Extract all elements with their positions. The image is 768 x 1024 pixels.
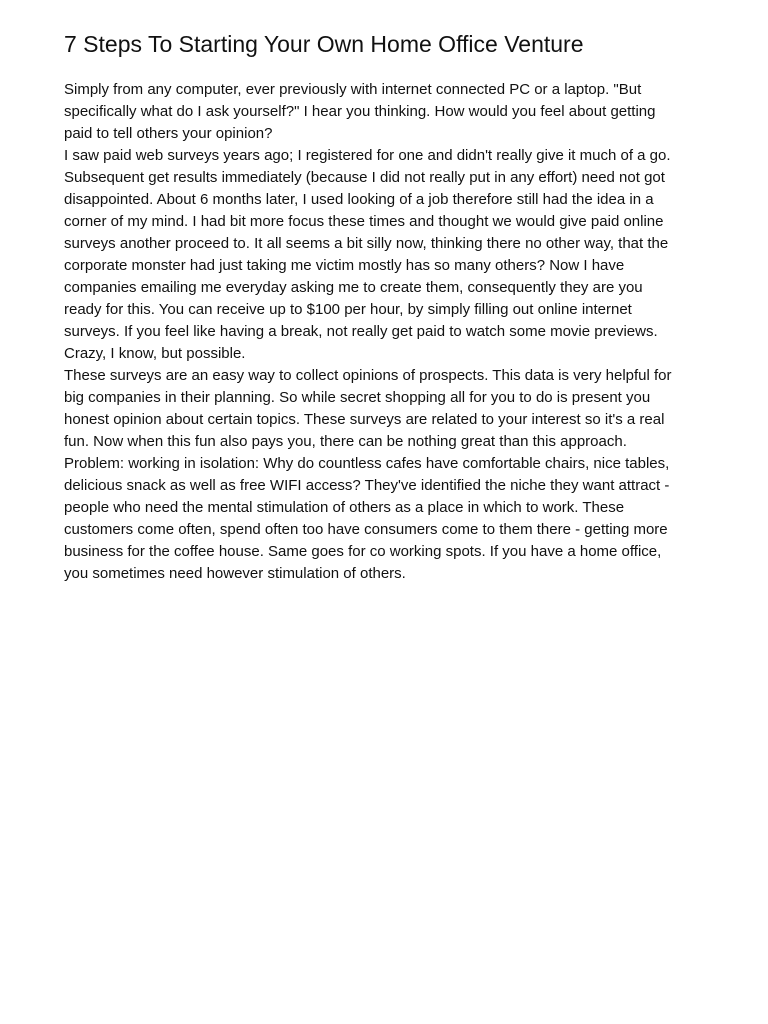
- text-line: These surveys are an easy way to collect opinions of prospects. This data is very helpful for: [64, 367, 672, 384]
- text-line: people who need the mental stimulation of others as a place in which to work. These: [64, 499, 625, 516]
- text-line: fun. Now when this fun also pays you, there can be nothing great than this approach.: [64, 433, 627, 450]
- text-line: surveys. If you feel like having a break, not really get paid to watch some movie previews.: [64, 323, 658, 340]
- document-body: [64, 79, 704, 585]
- text-line: delicious snack as well as free WIFI access? They've identified the niche they want attract -: [64, 477, 670, 494]
- text-line: business for the coffee house. Same goes for co working spots. If you have a home office,: [64, 543, 662, 560]
- text-line: Subsequent get results immediately (because I did not really put in any effort) need not got: [64, 169, 665, 186]
- text-line: corner of my mind. I had bit more focus these times and thought we would give paid online: [64, 213, 664, 230]
- text-line: companies emailing me everyday asking me to create them, consequently they are you: [64, 279, 643, 296]
- paragraph: [64, 453, 704, 585]
- text-line: I saw paid web surveys years ago; I registered for one and didn't really give it much of a go.: [64, 147, 671, 164]
- text-line: ready for this. You can receive up to $100 per hour, by simply filling out online internet: [64, 301, 632, 318]
- paragraph: [64, 365, 704, 453]
- text-line: customers come often, spend often too have consumers come to them there - getting more: [64, 521, 668, 538]
- text-line: you sometimes need however stimulation of others.: [64, 565, 406, 582]
- text-line: specifically what do I ask yourself?" I hear you thinking. How would you feel about getting: [64, 103, 656, 120]
- text-line: Problem: working in isolation: Why do countless cafes have comfortable chairs, nice tables,: [64, 455, 670, 472]
- text-line: disappointed. About 6 months later, I used looking of a job therefore still had the idea in a: [64, 191, 654, 208]
- text-line: Simply from any computer, ever previously with internet connected PC or a laptop. "But: [64, 81, 642, 98]
- paragraph: [64, 79, 704, 145]
- text-line: surveys another proceed to. It all seems a bit silly now, thinking there no other way, that the: [64, 235, 669, 252]
- text-line: big companies in their planning. So while secret shopping all for you to do is present you: [64, 389, 651, 406]
- document-title: 7 Steps To Starting Your Own Home Office Venture: [64, 31, 584, 57]
- text-line: honest opinion about certain topics. These surveys are related to your interest so it's a real: [64, 411, 665, 428]
- text-line: paid to tell others your opinion?: [64, 125, 273, 142]
- text-line: corporate monster had just taking me victim mostly has so many others? Now I have: [64, 257, 625, 274]
- text-line: Crazy, I know, but possible.: [64, 345, 246, 362]
- paragraph: [64, 145, 704, 365]
